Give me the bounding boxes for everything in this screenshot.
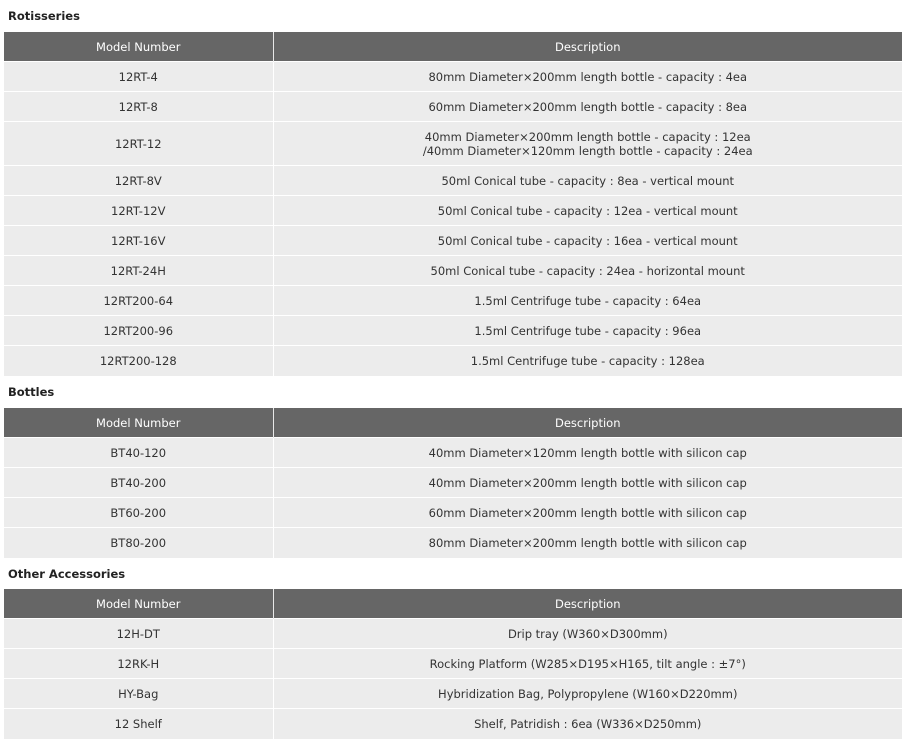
description-cell	[273, 256, 902, 286]
table-row	[4, 498, 902, 528]
table-row	[4, 316, 902, 346]
column-header-model: Model Number	[4, 589, 273, 619]
table-row	[4, 709, 902, 739]
description-line: 80mm Diameter×200mm length bottle - capacity : 4ea	[428, 69, 748, 84]
table-row	[4, 346, 902, 376]
table-row	[4, 226, 902, 256]
description-cell	[273, 649, 902, 679]
model-number-cell: HY-Bag	[4, 679, 273, 709]
description-line: Hybridization Bag, Polypropylene (W160×D220mm)	[438, 686, 738, 701]
description-line: 1.5ml Centrifuge tube - capacity : 128ea	[470, 353, 705, 368]
description-cell	[273, 438, 902, 468]
bottles-table	[4, 408, 902, 558]
description-line: 50ml Conical tube - capacity : 12ea - vertical mount	[437, 203, 738, 218]
accessories-table	[4, 589, 902, 739]
description-cell	[273, 286, 902, 316]
description-cell	[273, 166, 902, 196]
model-number-cell: BT60-200	[4, 498, 273, 528]
table-row	[4, 438, 902, 468]
model-number-cell: BT40-120	[4, 438, 273, 468]
description-cell	[273, 316, 902, 346]
column-header-description: Description	[273, 408, 902, 438]
model-number-cell: BT80-200	[4, 528, 273, 558]
description-cell	[273, 619, 902, 649]
model-number-cell: 12RT-8V	[4, 166, 273, 196]
column-header-model: Model Number	[4, 408, 273, 438]
model-number-cell: 12RT200-96	[4, 316, 273, 346]
table-row	[4, 122, 902, 166]
description-line: 60mm Diameter×200mm length bottle with silicon cap	[428, 505, 747, 520]
description-line: 50ml Conical tube - capacity : 8ea - vertical mount	[441, 173, 735, 188]
section-title-bottles: Bottles	[8, 385, 55, 399]
table-row	[4, 166, 902, 196]
table-row	[4, 679, 902, 709]
model-number-cell: 12RT-16V	[4, 226, 273, 256]
table-row	[4, 286, 902, 316]
description-line: 60mm Diameter×200mm length bottle - capacity : 8ea	[428, 99, 748, 114]
section-title-rotisseries: Rotisseries	[8, 9, 80, 23]
table-header-row	[4, 589, 902, 619]
description-cell	[273, 679, 902, 709]
description-line: /40mm Diameter×120mm length bottle - capacity : 24ea	[422, 143, 753, 158]
table-row	[4, 92, 902, 122]
description-line: Rocking Platform (W285×D195×H165, tilt angle : ±7°)	[429, 656, 746, 671]
description-line: 80mm Diameter×200mm length bottle with silicon cap	[428, 535, 747, 550]
description-line: 50ml Conical tube - capacity : 16ea - vertical mount	[437, 233, 738, 248]
description-cell	[273, 226, 902, 256]
description-line: Drip tray (W360×D300mm)	[507, 626, 668, 641]
description-cell	[273, 92, 902, 122]
description-cell	[273, 528, 902, 558]
table-row	[4, 528, 902, 558]
description-line: 1.5ml Centrifuge tube - capacity : 96ea	[474, 323, 702, 338]
table-header-row	[4, 408, 902, 438]
table-row	[4, 62, 902, 92]
description-cell	[273, 498, 902, 528]
column-header-description: Description	[273, 32, 902, 62]
model-number-cell: 12RT-24H	[4, 256, 273, 286]
model-number-cell: 12RT200-128	[4, 346, 273, 376]
model-number-cell: 12RT-12V	[4, 196, 273, 226]
description-line: 40mm Diameter×120mm length bottle with silicon cap	[428, 445, 747, 460]
description-cell	[273, 122, 902, 166]
model-number-cell: 12H-DT	[4, 619, 273, 649]
description-line: 50ml Conical tube - capacity : 24ea - horizontal mount	[430, 263, 745, 278]
model-number-cell: 12RK-H	[4, 649, 273, 679]
model-number-cell: 12RT-4	[4, 62, 273, 92]
description-cell	[273, 62, 902, 92]
table-header-row	[4, 32, 902, 62]
section-title-accessories: Other Accessories	[8, 567, 126, 581]
table-row	[4, 468, 902, 498]
column-header-description: Description	[273, 589, 902, 619]
table-row	[4, 619, 902, 649]
model-number-cell: 12RT200-64	[4, 286, 273, 316]
model-number-cell: BT40-200	[4, 468, 273, 498]
model-number-cell: 12RT-8	[4, 92, 273, 122]
table-row	[4, 196, 902, 226]
description-cell	[273, 468, 902, 498]
model-number-cell: 12RT-12	[4, 122, 273, 166]
description-cell	[273, 196, 902, 226]
model-number-cell: 12 Shelf	[4, 709, 273, 739]
column-header-model: Model Number	[4, 32, 273, 62]
table-row	[4, 649, 902, 679]
table-row	[4, 256, 902, 286]
description-line: 40mm Diameter×200mm length bottle - capacity : 12ea	[424, 129, 751, 144]
description-line: 40mm Diameter×200mm length bottle with silicon cap	[428, 475, 747, 490]
description-line: Shelf, Patridish : 6ea (W336×D250mm)	[474, 716, 702, 731]
description-cell	[273, 709, 902, 739]
rotisseries-table	[4, 32, 902, 376]
description-line: 1.5ml Centrifuge tube - capacity : 64ea	[474, 293, 702, 308]
description-cell	[273, 346, 902, 376]
